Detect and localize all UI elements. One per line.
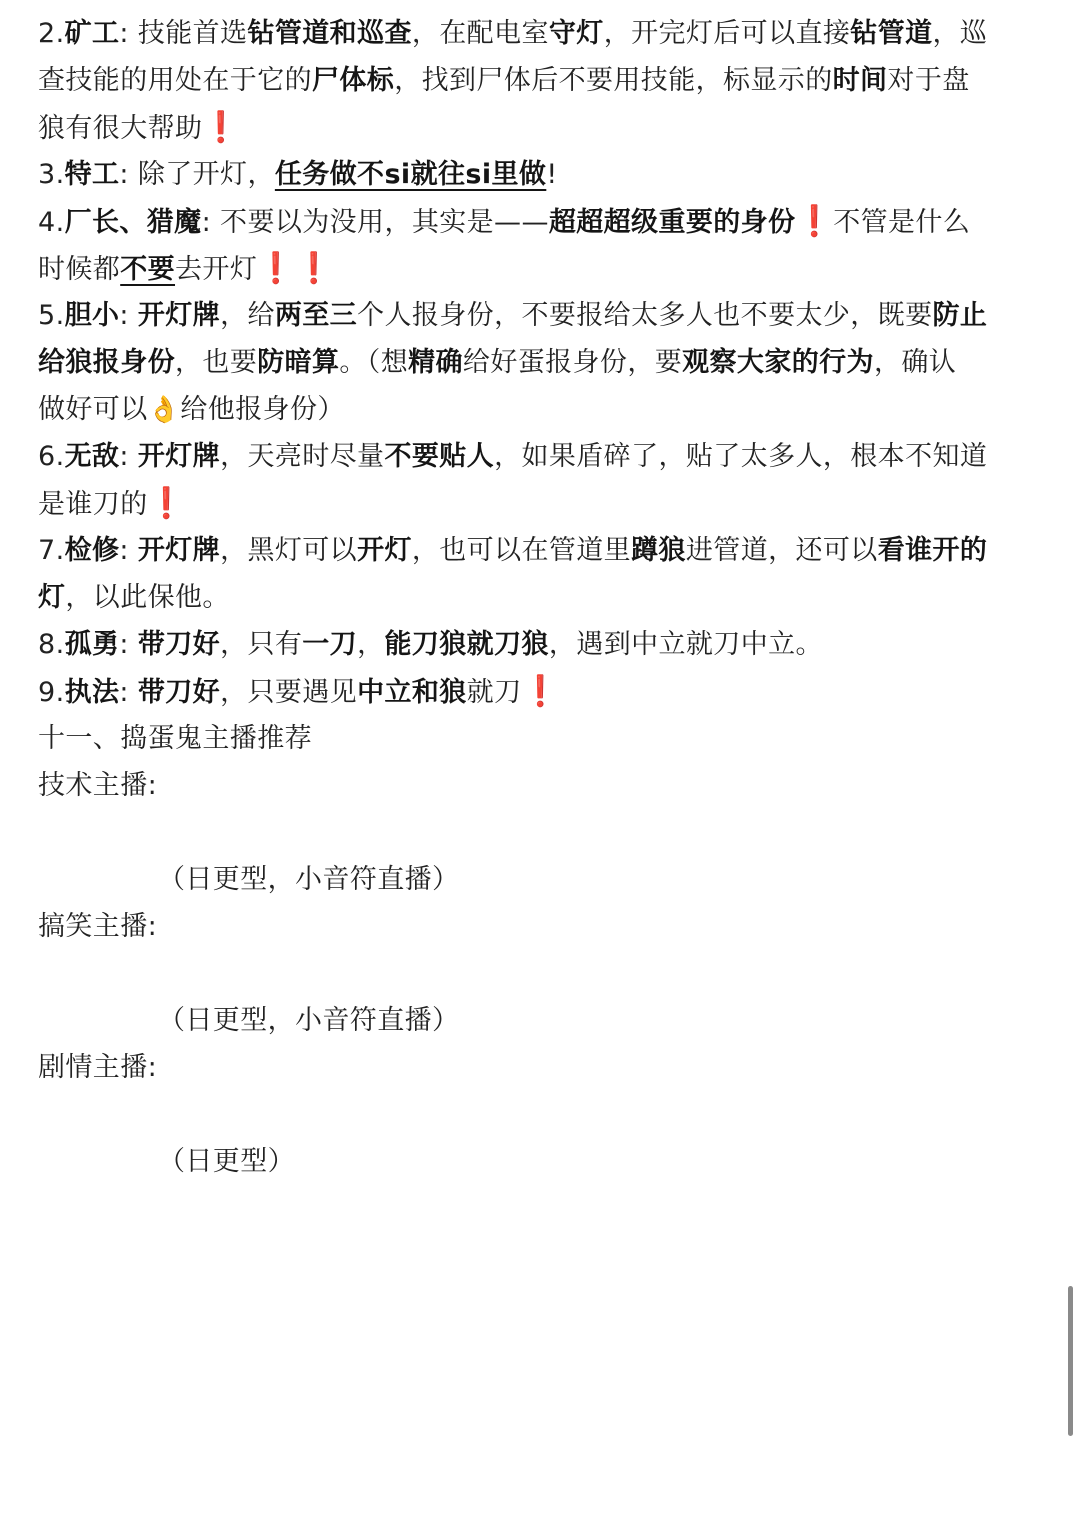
text-span: ，巡 (932, 18, 988, 49)
bold-span: 中立和狼 (357, 677, 467, 708)
text-span: ，找到尸体后不要用技能，标显示的 (394, 65, 833, 96)
text-span: 对于盘 (887, 65, 970, 96)
separator: : (119, 535, 129, 566)
text-span: ，遇到中立就刀中立。 (548, 629, 823, 660)
exclamation-icon: ❗ (521, 674, 560, 709)
separator: : (119, 18, 129, 49)
text-span: ，给 (220, 300, 275, 331)
scrollbar-thumb[interactable] (1068, 1286, 1073, 1436)
item-number: 2. (38, 18, 65, 49)
item-6-line-1 (38, 433, 1048, 480)
bold-span: 能刀狼就刀狼 (384, 629, 549, 660)
item-2-line-1 (38, 10, 1048, 57)
text-span: 查技能的用处在于它的 (38, 65, 312, 96)
text-span: 技能首选 (137, 18, 248, 49)
streamer-category-label: 剧情主播: (38, 1052, 158, 1083)
item-4-line-2 (38, 245, 1048, 292)
bold-span: 灯 (38, 582, 66, 613)
item-number: 5. (38, 300, 65, 331)
separator: : (119, 159, 129, 190)
blank-space (38, 950, 1048, 997)
bold-span: 超超超级重要的身份 (548, 207, 796, 238)
streamer-note: （日更型） (158, 1146, 295, 1177)
streamer-note: （日更型，小音符直播） (158, 864, 460, 895)
role-name: 厂长、猎魔 (64, 207, 202, 238)
text-span: ，开完灯后可以直接 (603, 18, 851, 49)
role-name: 检修 (64, 535, 120, 566)
blank-space (38, 1091, 1048, 1138)
bold-span: 开灯牌 (137, 535, 221, 566)
text-span: 给他报身份） (180, 394, 345, 425)
bold-span: 钻管道和巡查 (247, 18, 412, 49)
text-span: 狼有很大帮助 (38, 113, 203, 144)
item-2-line-2 (38, 57, 1048, 104)
exclamation-icon: ❗ (147, 486, 186, 521)
role-name: 无敌 (64, 441, 120, 472)
item-2-line-3 (38, 104, 1048, 151)
item-5-line-2 (38, 339, 1048, 386)
text-span: 时候都 (38, 254, 121, 285)
text-span: ，天亮时尽量 (220, 441, 385, 472)
item-8-line-1 (38, 621, 1048, 668)
bold-span: 蹲狼 (631, 535, 686, 566)
role-name: 执法 (64, 677, 120, 708)
ok-hand-icon: 👌 (147, 395, 181, 425)
text-span: 就刀 (466, 677, 522, 708)
blank-space (38, 809, 1048, 856)
separator: : (201, 207, 212, 238)
exclamation-icon: ❗ (202, 110, 241, 145)
bold-span: 开灯牌 (137, 300, 221, 331)
item-6-line-2 (38, 480, 1048, 527)
item-5-line-1 (38, 292, 1048, 339)
item-5-line-3 (38, 386, 1048, 433)
bold-span: 守灯 (548, 18, 604, 49)
text-span: ， (357, 629, 385, 660)
item-4-line-1 (38, 198, 1048, 245)
text-span: 给好蛋报身份，要 (462, 347, 683, 378)
bold-span: 开灯牌 (137, 441, 221, 472)
item-number: 6. (38, 441, 65, 472)
streamer-category-label: 搞笑主播: (38, 911, 158, 942)
text-span: ，在配电室 (411, 18, 549, 49)
streamer-note: （日更型，小音符直播） (158, 1005, 460, 1036)
item-9-line-1 (38, 668, 1048, 715)
text-span: ，如果盾碎了，贴了太多人，根本不知道 (494, 441, 988, 472)
text-span: ，以此保他。 (65, 582, 230, 613)
role-name: 特工 (64, 159, 120, 190)
text-span: ! (546, 159, 558, 190)
role-name: 矿工 (64, 18, 120, 49)
text-span: 不管是什么 (833, 207, 971, 238)
item-number: 4. (38, 207, 65, 238)
bold-span: 观察大家的行为 (682, 347, 874, 378)
text-span: ，只要遇见 (220, 677, 358, 708)
text-span: ，确认 (873, 347, 957, 378)
bold-span: 不要贴人 (384, 441, 495, 472)
role-name: 孤勇 (64, 629, 120, 660)
document-body (38, 10, 1048, 1185)
bold-span: 一刀 (302, 629, 358, 660)
role-name: 胆小 (64, 300, 120, 331)
bold-span: 开灯 (357, 535, 412, 566)
bold-span: 看谁开的 (877, 535, 988, 566)
text-span: 去开灯 (175, 254, 258, 285)
bold-span: 精确 (408, 347, 463, 378)
bold-span: 防暗算 (257, 347, 340, 378)
streamer-category-label: 技术主播: (38, 770, 158, 801)
text-span: ，黑灯可以 (220, 535, 358, 566)
bold-span: 钻管道 (850, 18, 933, 49)
text-span: 做好可以 (38, 394, 148, 425)
text-span: 是谁刀的 (38, 489, 148, 520)
text-span: 除了开灯， (137, 159, 275, 190)
exclamation-icon: ❗ (795, 204, 834, 239)
bold-span: 带刀好 (137, 629, 221, 660)
text-span: ，也要 (175, 347, 258, 378)
underlined-bold-span: 不要 (120, 254, 176, 285)
separator: : (119, 677, 129, 708)
separator: : (119, 441, 129, 472)
text-span: 。（想 (339, 347, 409, 378)
separator: : (119, 300, 129, 331)
bold-span: 带刀好 (137, 677, 221, 708)
item-3-line-1 (38, 151, 1048, 198)
bold-span: 防止 (932, 300, 988, 331)
text-span: 个人报身份，不要报给太多人也不要太少，既要 (357, 300, 933, 331)
text-span: ，只有 (220, 629, 303, 660)
bold-span: 两至三 (274, 300, 358, 331)
underlined-bold-span: 任务做不si就往si里做 (274, 159, 547, 190)
text-span: 进管道，还可以 (685, 535, 878, 566)
item-7-line-1 (38, 527, 1048, 574)
item-number: 9. (38, 677, 65, 708)
bold-span: 给狼报身份 (38, 347, 175, 378)
text-span: ，也可以在管道里 (411, 535, 632, 566)
exclamation-icon: ❗❗ (257, 251, 333, 286)
item-number: 3. (38, 159, 65, 190)
separator: : (119, 629, 129, 660)
bold-span: 时间 (832, 65, 888, 96)
text-span: 不要以为没用，其实是—— (220, 207, 549, 238)
item-number: 8. (38, 629, 65, 660)
item-number: 7. (38, 535, 65, 566)
bold-span: 尸体标 (312, 65, 395, 96)
section-title: 十一、捣蛋鬼主播推荐 (38, 723, 312, 754)
item-7-line-2 (38, 574, 1048, 621)
